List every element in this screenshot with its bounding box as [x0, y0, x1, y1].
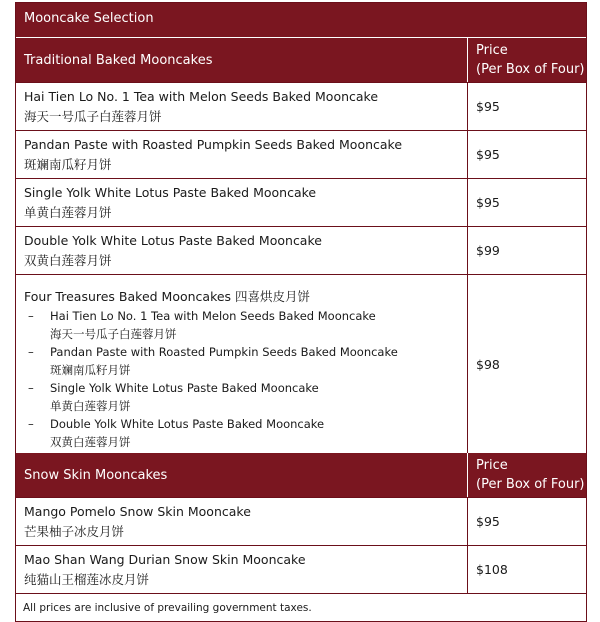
combo-content-zh [24, 397, 459, 415]
item-price: $95 [476, 514, 500, 529]
combo-row [16, 274, 586, 453]
list-dash: – [28, 417, 34, 431]
combo-content-zh [24, 361, 459, 379]
item-name-en: Double Yolk White Lotus Paste Baked Mooncake [24, 233, 322, 248]
menu-row [16, 178, 586, 226]
price-header-label: Price [476, 43, 508, 58]
item-name-en: Mao Shan Wang Durian Snow Skin Mooncake [24, 552, 306, 567]
item-name-zh: 单黄白莲蓉月饼 [24, 205, 112, 220]
item-name-zh: 芒果柚子冰皮月饼 [24, 524, 125, 539]
item-name-zh: 纯猫山王榴莲冰皮月饼 [24, 572, 150, 587]
menu-title: Mooncake Selection [16, 3, 586, 38]
combo-content-en [24, 379, 459, 397]
section-name: Traditional Baked Mooncakes [16, 38, 468, 82]
list-dash: – [28, 309, 34, 323]
list-dash: – [28, 345, 34, 359]
price-header-unit: (Per Box of Four) [476, 62, 585, 77]
combo-content-zh [24, 433, 459, 451]
combo-item-name-en: Double Yolk White Lotus Paste Baked Mooncake [50, 417, 325, 431]
item-name-zh: 海天一号瓜子白莲蓉月饼 [24, 109, 162, 124]
combo-item-name-zh: 斑斓南瓜籽月饼 [50, 363, 131, 377]
tax-footnote: All prices are inclusive of prevailing government taxes. [16, 593, 586, 621]
combo-content-en [24, 343, 459, 361]
combo-content-en [24, 307, 459, 325]
combo-item-name-en: Single Yolk White Lotus Paste Baked Mooncake [50, 381, 319, 395]
item-price: $108 [476, 562, 508, 577]
item-description [16, 227, 468, 274]
combo-content-en [24, 415, 459, 433]
item-name-en: Mango Pomelo Snow Skin Mooncake [24, 504, 251, 519]
list-dash: – [28, 381, 34, 395]
item-name-en: Pandan Paste with Roasted Pumpkin Seeds Baked Mooncake [24, 137, 403, 152]
item-description [16, 83, 468, 130]
item-description [16, 498, 468, 545]
menu-row [16, 497, 586, 545]
item-description [16, 546, 468, 593]
combo-item-name-zh: 双黄白莲蓉月饼 [50, 435, 131, 449]
item-name-en: Single Yolk White Lotus Paste Baked Mooncake [24, 185, 317, 200]
combo-item-name-zh: 海天一号瓜子白莲蓉月饼 [50, 327, 177, 341]
item-price: $95 [476, 99, 500, 114]
price-column-header [468, 453, 586, 497]
combo-content-zh [24, 325, 459, 343]
item-price: $95 [476, 147, 500, 162]
price-column-header [468, 38, 586, 82]
item-description [16, 131, 468, 178]
item-name-zh: 斑斓南瓜籽月饼 [24, 157, 112, 172]
price-header-label: Price [476, 458, 508, 473]
item-price: $95 [476, 195, 500, 210]
mooncake-menu-table [15, 2, 587, 622]
combo-contents-list [24, 307, 459, 451]
section-header-snow-skin [16, 453, 586, 497]
combo-item-name-zh: 单黄白莲蓉月饼 [50, 399, 131, 413]
combo-item-name-en: Pandan Paste with Roasted Pumpkin Seeds Baked Mooncake [50, 345, 398, 359]
combo-title: Four Treasures Baked Mooncakes 四喜烘皮月饼 [24, 289, 311, 304]
price-header-unit: (Per Box of Four) [476, 477, 585, 492]
section-header-traditional [16, 38, 586, 82]
section-name: Snow Skin Mooncakes [16, 453, 468, 497]
menu-row [16, 82, 586, 130]
combo-item-name-en: Hai Tien Lo No. 1 Tea with Melon Seeds Baked Mooncake [50, 309, 376, 323]
combo-description [16, 275, 468, 453]
menu-row [16, 226, 586, 274]
combo-price: $98 [476, 356, 500, 372]
menu-row [16, 545, 586, 593]
menu-row [16, 130, 586, 178]
item-name-en: Hai Tien Lo No. 1 Tea with Melon Seeds Baked Mooncake [24, 89, 379, 104]
item-price: $99 [476, 243, 500, 258]
item-description [16, 179, 468, 226]
item-name-zh: 双黄白莲蓉月饼 [24, 253, 112, 268]
